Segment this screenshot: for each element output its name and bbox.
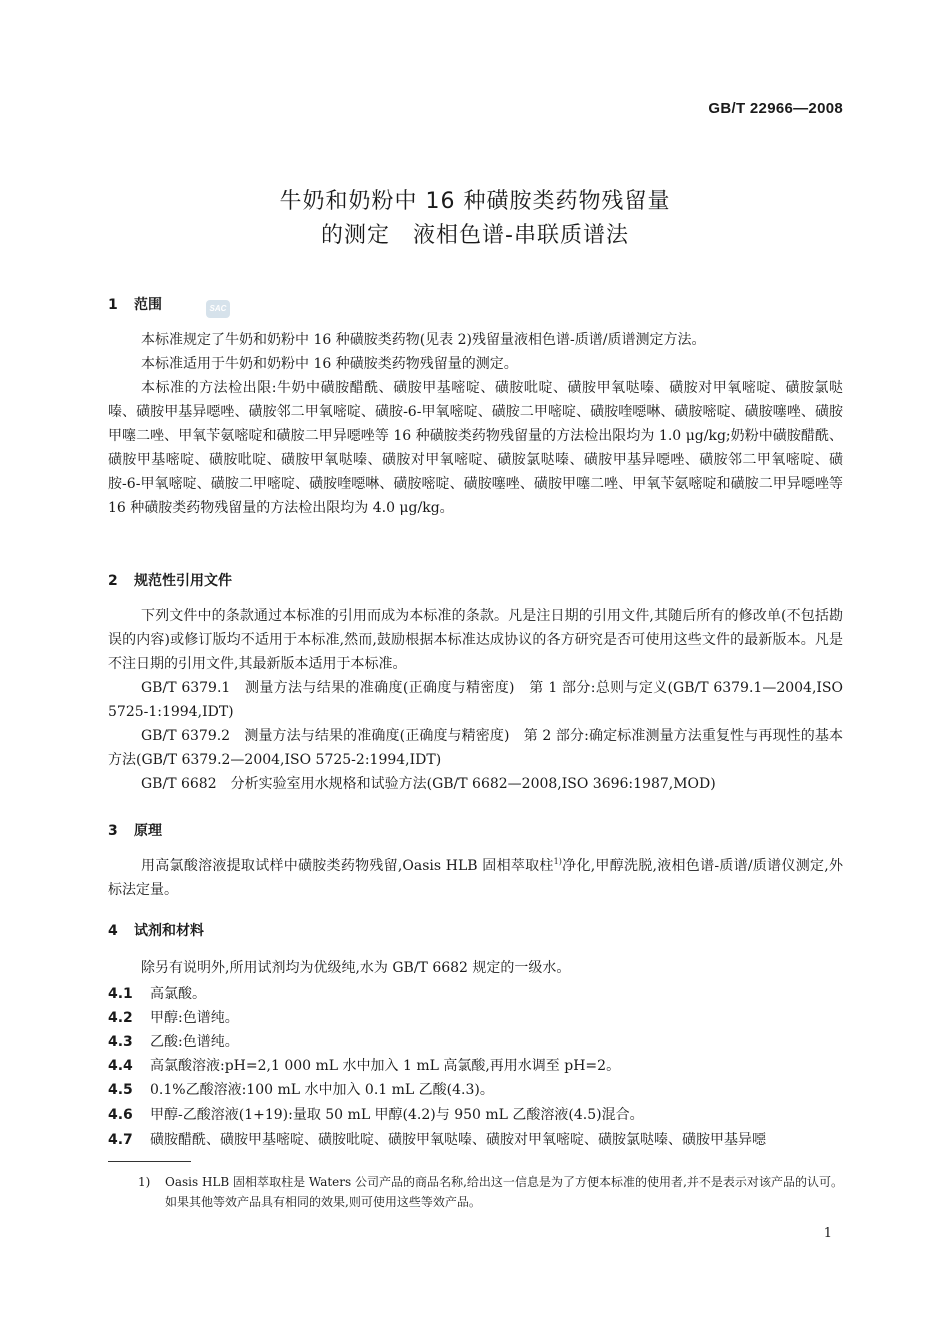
section-1-body (108, 328, 843, 520)
section-title: 范围 (134, 297, 162, 313)
footnote-separator (108, 1161, 191, 1162)
section-1-heading (108, 294, 162, 314)
paragraph: 本标准规定了牛奶和奶粉中 16 种磺胺类药物(见表 2)残留量液相色谱-质谱/质谱测定方法。 (141, 332, 706, 348)
paragraph: 用高氯酸溶液提取试样中磺胺类药物残留,Oasis HLB 固相萃取柱$^{1)}$净化,甲醇洗脱,液相色谱-质谱/质谱仪测定,外标法定量。 (108, 857, 843, 898)
section-4-heading (108, 920, 204, 940)
paragraph: 本标准适用于牛奶和奶粉中 16 种磺胺类药物残留量的测定。 (141, 356, 518, 372)
section-4-intro (108, 956, 843, 980)
reference-entry: GB/T 6379.1 测量方法与结果的准确度(正确度与精密度) 第 1 部分:总则与定义(GB/T 6379.1—2004,ISO 5725-1:1994,IDT) (108, 680, 843, 720)
document-title-line-1: 牛奶和奶粉中 16 种磺胺类药物残留量 (279, 189, 671, 214)
footnote-text: Oasis HLB 固相萃取柱是 Waters 公司产品的商品名称,给出这一信息是为了方便本标准的使用者,并不是表示对该产品的认可。如果其他等效产品具有相同的效果,则可使用这些等效产品。 (165, 1175, 843, 1209)
list-item: 4.6 甲醇-乙酸溶液(1+19):量取 50 mL 甲醇(4.2)与 950 mL 乙酸溶液(4.5)混合。 (108, 1107, 644, 1123)
section-number: 1 (108, 297, 118, 313)
list-item: 4.4 高氯酸溶液:pH=2,1 000 mL 水中加入 1 mL 高氯酸,再用水调至 pH=2。 (108, 1058, 621, 1074)
section-title: 规范性引用文件 (134, 573, 232, 589)
section-2-body (108, 604, 843, 796)
reference-entry: GB/T 6682 分析实验室用水规格和试验方法(GB/T 6682—2008,ISO 3696:1987,MOD) (141, 776, 716, 792)
paragraph: 下列文件中的条款通过本标准的引用而成为本标准的条款。凡是注日期的引用文件,其随后所有的修改单(不包括勘误的内容)或修订版均不适用于本标准,然而,鼓励根据本标准达成协议的各方研究是否可使用这些文件的最新版本。凡是不注日期的引用文件,其最新版本适用于本标准。 (108, 608, 843, 672)
section-3-heading (108, 820, 162, 840)
paragraph: 除另有说明外,所用试剂均为优级纯,水为 GB/T 6682 规定的一级水。 (141, 960, 571, 976)
list-item: 4.1 高氯酸。 (108, 986, 206, 1002)
footnote-number: 1) (138, 1175, 151, 1189)
section-title: 试剂和材料 (134, 923, 204, 939)
section-number: 4 (108, 923, 118, 939)
list-item: 4.3 乙酸:色谱纯。 (108, 1034, 239, 1050)
list-item: 4.7 磺胺醋酰、磺胺甲基嘧啶、磺胺吡啶、磺胺甲氧哒嗪、磺胺对甲氧嘧啶、磺胺氯哒嗪、磺胺甲基异噁 (108, 1132, 766, 1148)
section-number: 2 (108, 573, 118, 589)
section-3-body (108, 854, 843, 902)
document-title-line-2: 的测定 液相色谱-串联质谱法 (321, 223, 629, 248)
footnote-reference: 1) (553, 857, 562, 866)
section-number: 3 (108, 823, 118, 839)
section-2-heading (108, 570, 232, 590)
list-item: 4.2 甲醇:色谱纯。 (108, 1010, 239, 1026)
list-item: 4.5 0.1%乙酸溶液:100 mL 水中加入 0.1 mL 乙酸(4.3)。 (108, 1082, 494, 1098)
reference-entry: GB/T 6379.2 测量方法与结果的准确度(正确度与精密度) 第 2 部分:确定标准测量方法重复性与再现性的基本方法(GB/T 6379.2—2004,ISO 5725-2:1994,IDT) (108, 728, 843, 768)
standard-number: GB/T 22966—2008 (708, 100, 843, 117)
sac-watermark-logo: SAC (206, 300, 230, 318)
page-number: 1 (823, 1226, 832, 1241)
footnote (138, 1172, 843, 1212)
paragraph: 本标准的方法检出限:牛奶中磺胺醋酰、磺胺甲基嘧啶、磺胺吡啶、磺胺甲氧哒嗪、磺胺对甲氧嘧啶、磺胺氯哒嗪、磺胺甲基异噁唑、磺胺邻二甲氧嘧啶、磺胺-6-甲氧嘧啶、磺胺二甲嘧啶、磺胺喹噁啉、磺胺嘧啶、磺胺噻唑、磺胺甲噻二唑、甲氧苄氨嘧啶和磺胺二甲异噁唑等 16 种磺胺类药物残留量的方法检出限均为 1.0 μg/kg;奶粉中磺胺醋酰、磺胺甲基嘧啶、磺胺吡啶、磺胺甲氧哒嗪、磺胺对甲氧嘧啶、磺胺氯哒嗪、磺胺甲基异噁唑、磺胺邻二甲氧嘧啶、磺胺-6-甲氧嘧啶、磺胺二甲嘧啶、磺胺喹噁啉、磺胺嘧啶、磺胺噻唑、磺胺甲噻二唑、甲氧苄氨嘧啶和磺胺二甲异噁唑等 16 种磺胺类药物残留量的方法检出限均为 4.0 μg/kg。 (108, 380, 843, 516)
section-title: 原理 (134, 823, 162, 839)
